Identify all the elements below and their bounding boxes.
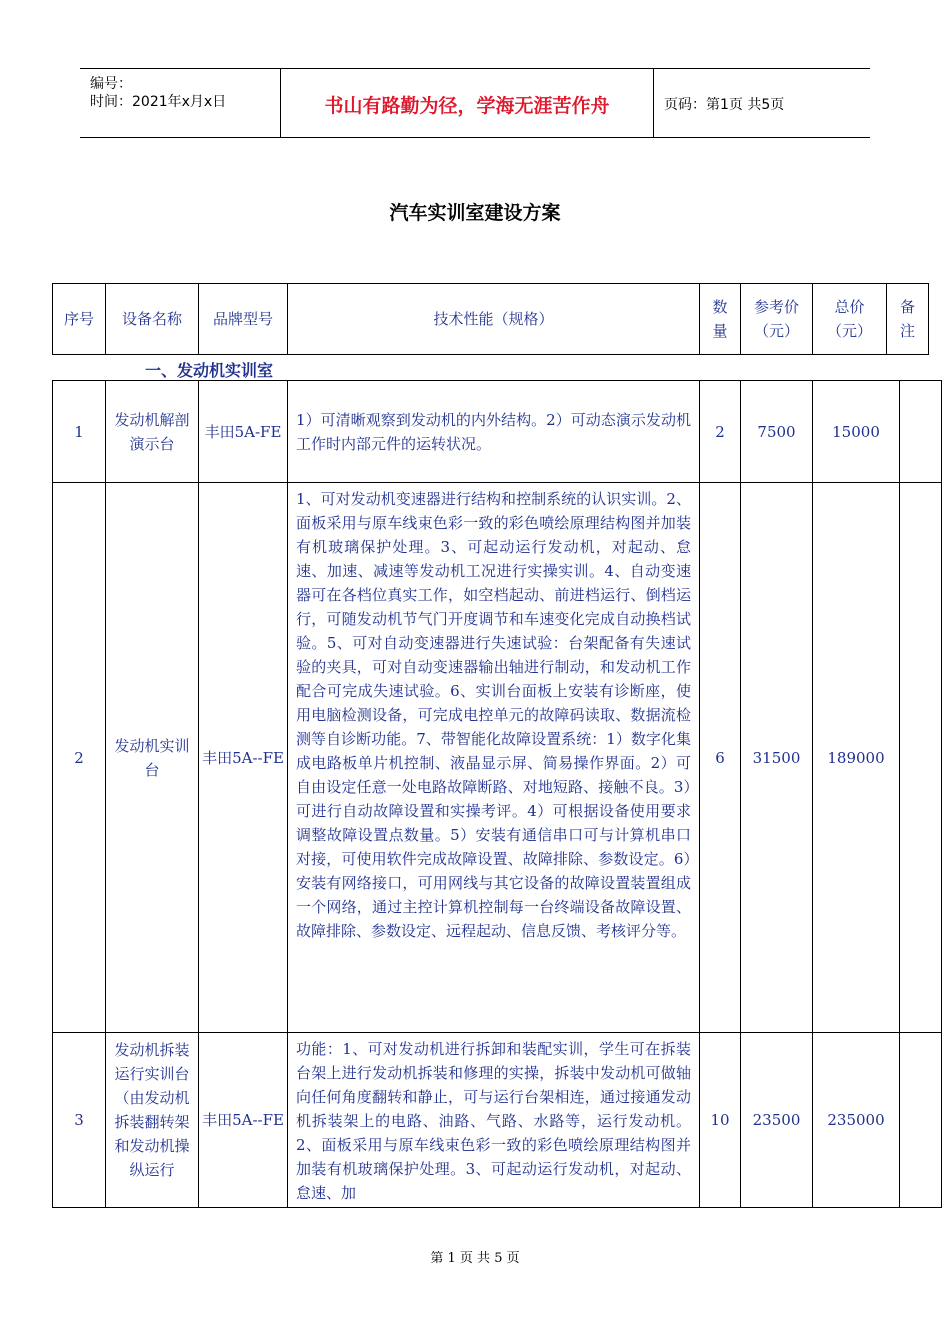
row-name-text: 发动机拆装运行实训台（由发动机拆装翻转架和发动机操纵运行 — [114, 1041, 190, 1179]
header-total-line1: 总价 — [834, 298, 865, 316]
header-info-cell — [80, 69, 281, 137]
document-number-label: 编号： — [90, 76, 132, 92]
row-remark — [900, 1033, 942, 1208]
document-time-label: 时间：2021年x月x日 — [90, 94, 227, 110]
header-ref-price-line1: 参考价 — [753, 298, 799, 316]
header-motto-cell — [281, 69, 654, 137]
row-qty: 6 — [700, 483, 741, 1033]
row-qty: 2 — [700, 381, 741, 483]
header-remark-line1: 备 — [899, 298, 915, 316]
section-title: 一、发动机实训室 — [145, 361, 274, 380]
row-remark — [900, 483, 942, 1033]
row-index: 1 — [53, 381, 106, 483]
row-ref-price: 31500 — [741, 483, 813, 1033]
row-index: 2 — [53, 483, 106, 1033]
header-motto: 书山有路勤为径，学海无涯苦作舟 — [324, 95, 610, 117]
row-total: 15000 — [813, 381, 900, 483]
header-spec: 技术性能（规格） — [288, 284, 700, 355]
document-title: 汽车实训室建设方案 — [389, 202, 561, 224]
row-spec — [288, 1033, 700, 1208]
page-footer: 第 1 页 共 5 页 — [430, 1251, 520, 1266]
row-spec: 1）可清晰观察到发动机的内外结构。2）可动态演示发动机工作时内部元件的运转状况。 — [288, 381, 700, 483]
row-model: 丰田5A--FE — [199, 483, 288, 1033]
table-row — [53, 381, 942, 483]
row-spec: 1、可对发动机变速器进行结构和控制系统的认识实训。2、面板采用与原车线束色彩一致的彩色喷绘原理结构图并加装有机玻璃保护处理。3、可起动运行发动机，对起动、怠速、加速、减速等发动机工况进行实操实训。4、自动变速器可在各档位真实工作，如空档起动、前进档运行、倒档运行，可随发动机节气门开度调节和车速变化完成自动换档试验。5、可对自动变速器进行失速试验：台架配备有失速试验的夹具，可对自动变速器输出轴进行制动，和发动机工作配合可完成失速试验。6、实训台面板上安装有诊断座，使用电脑检测设备，可完成电控单元的故障码读取、数据流检测等自诊断功能。7、带智能化故障设置系统：1）数字化集成电路板单片机控制、液晶显示屏、简易操作界面。2）可自由设定任意一处电路故障断路、对地短路、接触不良。3）可进行自动故障设置和实操考评。4）可根据设备使用要求调整故障设置点数量。5）安装有通信串口可与计算机串口对接，可使用软件完成故障设置、故障排除、参数设定。6）安装有网络接口，可用网线与其它设备的故障设置装置组成一个网络，通过主控计算机控制每一台终端设备故障设置、故障排除、参数设定、远程起动、信息反馈、考核评分等。 — [288, 483, 700, 1033]
table-row — [53, 483, 942, 1033]
row-qty: 10 — [700, 1033, 741, 1208]
header-page-cell — [654, 69, 870, 137]
header-ref-price — [741, 284, 813, 355]
row-name: 发动机解剖演示台 — [106, 381, 199, 483]
row-ref-price: 7500 — [741, 381, 813, 483]
row-name: 发动机实训台 — [106, 483, 199, 1033]
page-header — [80, 68, 870, 138]
header-qty-line2: 量 — [712, 322, 728, 340]
row-total: 235000 — [813, 1033, 900, 1208]
header-qty-line1: 数 — [712, 298, 728, 316]
equipment-table-header — [52, 283, 929, 355]
header-index: 序号 — [53, 284, 106, 355]
row-model: 丰田5A--FE — [199, 1033, 288, 1208]
table-row — [53, 1033, 942, 1208]
header-remark-line2: 注 — [899, 322, 915, 340]
header-model: 品牌型号 — [199, 284, 288, 355]
header-name: 设备名称 — [106, 284, 199, 355]
row-index: 3 — [53, 1033, 106, 1208]
row-model: 丰田5A-FE — [199, 381, 288, 483]
row-ref-price: 23500 — [741, 1033, 813, 1208]
header-page-number: 页码：第1页 共5页 — [664, 97, 785, 113]
row-spec-text: 功能：1、可对发动机进行拆卸和装配实训，学生可在拆装台架上进行发动机拆装和修理的实操，拆装中发动机可做轴向任何角度翻转和静止，可与运行台架相连，通过接通发动机拆装架上的电路、油路、气路、水路等，运行发动机。2、面板采用与原车线束色彩一致的彩色喷绘原理结构图并加装有机玻璃保护处理。3、可起动运行发动机，对起动、怠速、加 — [296, 1040, 691, 1202]
header-total — [813, 284, 887, 355]
header-ref-price-line2: （元） — [753, 322, 799, 340]
header-qty — [700, 284, 741, 355]
row-name — [106, 1033, 199, 1208]
header-remark — [887, 284, 929, 355]
header-total-line2: （元） — [826, 322, 872, 340]
equipment-table — [52, 380, 942, 1208]
row-total: 189000 — [813, 483, 900, 1033]
row-remark — [900, 381, 942, 483]
